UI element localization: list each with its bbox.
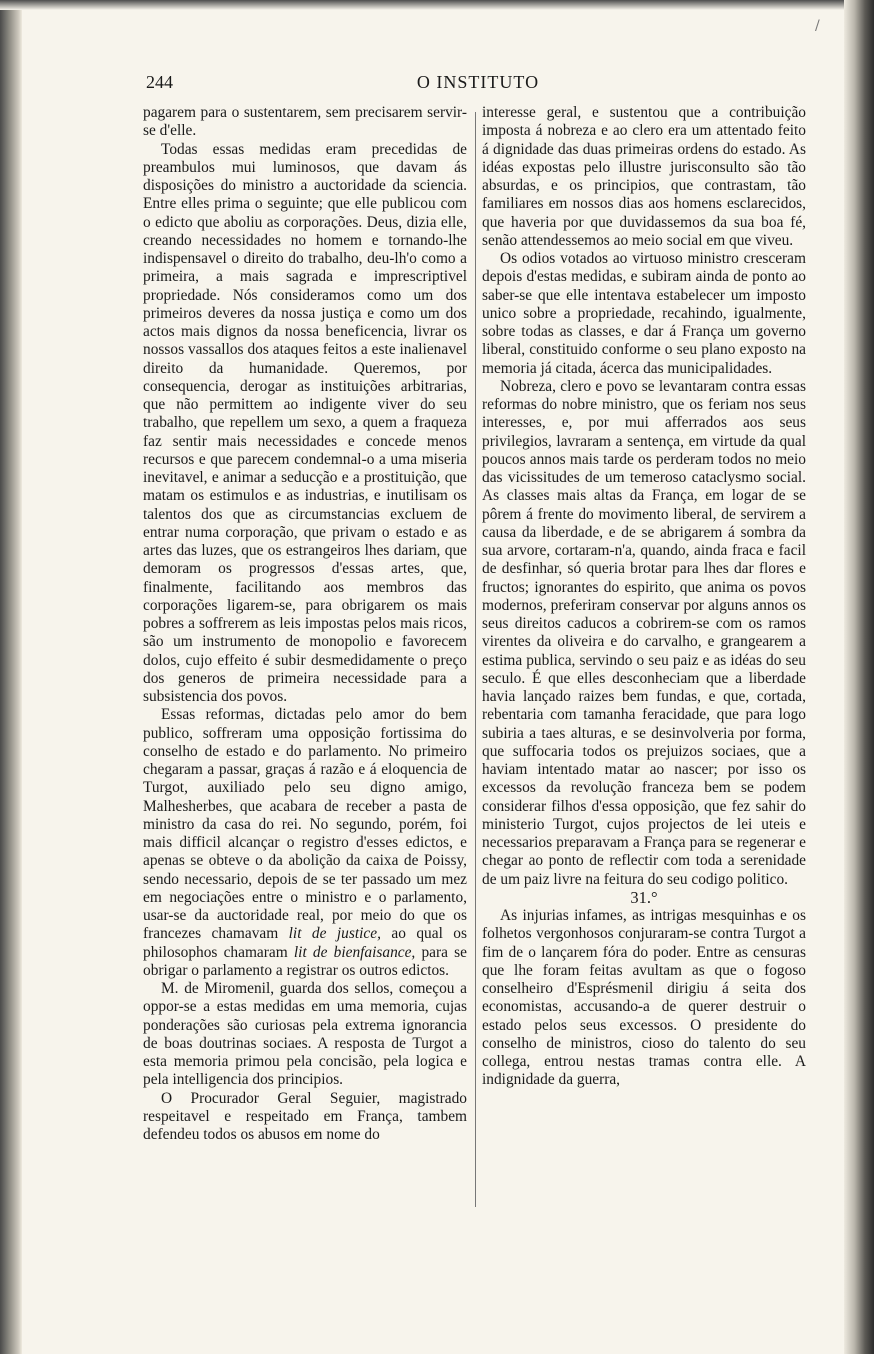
paragraph: pagarem para o sustentarem, sem precisarem servir-se d'elle. [143,104,467,140]
paragraph-text: Essas reformas, dictadas pelo amor do bem publico, soffreram uma opposição fortissima do conselho de estado e do parlamento. No primeiro chegaram a passar, graças á razão e á eloquencia de Turgot, auxiliado pelo seu digno amigo, Malhesherbes, que acabara de receber a pasta de ministro da casa do rei. No segundo, porém, foi mais difficil alcançar o registro d'esses edictos, e apenas se obteve o da abolição da caixa de Poissy, sendo necessario, depois de se ter passado um mez em negociações entre o ministro e o parlamento, usar-se da auctoridade real, por meio do que os francezes chamavam [143,706,467,943]
paragraph [143,706,467,980]
book-binding-shadow [0,0,22,1354]
paragraph: O Procurador Geral Seguier, magistrado respeitavel e respeitado em França, tambem defendeu todos os abusos em nome do [143,1089,467,1143]
paragraph: Todas essas medidas eram precedidas de preambulos mui luminosos, que davam ás disposições do ministro a auctoridade da sciencia. Entre elles prima o seguinte; que elle publicou com o edicto que aboliu as corporações. Deus, dizia elle, creando necessidades no homem e tornando-lhe indispensavel o direito do trabalho, deu-lh'o como a primeira, a mais sagrada e imprescriptivel propriedade. Nós consideramos como um dos primeiros deveres da nossa justiça e como um dos actos mais dignos da nossa beneficencia, livrar os nossos vassallos dos ataques feitos a este inalienavel direito da humanidade. Queremos, por consequencia, derogar as instituições arbitrarias, que não permittem ao indigente viver do seu trabalho, que repellem um sexo, a quem a fraqueza faz sentir mais necessidades e concede menos recursos e que parecem condemnal-o a uma miseria inevitavel, e animar a seducção e a prostituição, que matam os estimulos e as industrias, e inutilisam os talentos dos que as circumstancias excluem de entrar numa corporação, que privam o estado e as artes das luzes, que os estrangeiros lhes dariam, que demoram os progressos d'essas artes, que, finalmente, facilitando aos membros das corporações ligarem-se, para obrigarem os mais pobres a soffrerem as leis impostas pelos mais ricos, são um instrumento de monopolio e favorecem dolos, cujo effeito é subir desmedidamente o preço dos generos de primeira necessidade para a subsistencia dos povos. [143,140,467,705]
paragraph-text: para se obrigar o parlamento a registrar os outros edictos. [143,943,467,979]
paragraph: Nobreza, clero e povo se levantaram contra essas reformas do nobre ministro, que os feriam nos seus interesses, e, por mui afferrados aos seus privilegios, lavraram a sentença, em virtude da qual poucos annos mais tarde os perderam todos no meio das vicissitudes de um temeroso cataclysmo social. As classes mais altas da França, em logar de se pôrem á frente do movimento liberal, de servirem a causa da liberdade, e de se abrigarem á sombra da sua arvore, cortaram-n'a, quando, ainda fraca e facil de desfinhar, só queria brotar para lhes dar flores e fructos; ignorantes do espirito, que anima os povos modernos, preferiram conservar por alguns annos os seus direitos caducos a cobrirem-se com os ramos virentes da oliveira e do carvalho, e grangearem a estima publica, servindo o seu paiz e as idéas do seu seculo. É que elles desconheciam que a liberdade havia lançado raizes bem fundas, e que, cortada, rebentaria com tamanha feracidade, que para logo subiria a taes alturas, e se desinvolveria por forma, que suffocaria todos os prejuizos sociaes, que a haviam intentado matar ao nascer; por isso os excessos da revolução franceza bem se podem considerar filhos d'essa opposição, que fez sahir do ministerio Turgot, cujos projectos de lei uteis e necessarios preparavam a França para se regenerar e chegar ao ponto de reflectir com toda a serenidade de um paiz livre na feitura do seu codigo politico. [482,377,806,888]
pencil-mark-icon: / [815,18,820,34]
paragraph: Os odios votados ao virtuoso ministro cresceram depois d'estas medidas, e subiram ainda de ponto ao saber-se que elle intentava estabelecer um imposto unico sobre a propriedade, recahindo, igualmente, sobre todas as classes, e dar á França um governo liberal, constituido conforme o seu plano exposto na memoria já citada, ácerca das municipalidades. [482,250,806,377]
right-column [482,104,806,1214]
section-heading: 31.° [630,887,658,907]
paragraph-text: ao qual os philosophos chamaram [143,925,467,961]
paragraph: interesse geral, e sustentou que a contribuição imposta á nobreza e ao clero era um attentado feito á dignidade das duas primeiras ordens do estado. As idéas expostas pelo illustre jurisconsulto são tão absurdas, e os principios, que contrastam, tão familiares em nossos dias aos homens esclarecidos, que haveria por que duvidassemos da sua boa fé, senão attendessemos ao meio social em que viveu. [482,104,806,249]
italic-term: lit de bienfaisance, [293,943,416,961]
paragraph: As injurias infames, as intrigas mesquinhas e os folhetos vergonhosos conjuraram-se contra Turgot a fim de o lançarem fóra do poder. Entre as censuras que lhe foram feitas avultam as que o fogoso conselheiro d'Esprésmenil dirigiu á seita dos economistas, accusando-a de querer destruir o estado pelos seus excessos. O presidente do conselho de ministros, cioso do talento do seu collega, entrou nestas tramas contra elle. A indignidade da guerra, [482,907,806,1089]
paragraph: M. de Miromenil, guarda dos sellos, começou a oppor-se a estas medidas em uma memoria, cujas ponderações são curiosas pela extrema ignorancia de boas doutrinas sociaes. A resposta de Turgot a esta memoria primou pela concisão, pela logica e pela intelligencia dos principios. [143,980,467,1089]
left-column [143,104,467,1214]
column-divider [475,112,476,1207]
running-title: O INSTITUTO [416,72,540,92]
page-header [146,72,810,96]
italic-term: lit de justice, [288,925,381,943]
right-page-edge [844,0,874,1354]
page-number: 244 [146,72,173,92]
top-page-edge [0,0,874,10]
